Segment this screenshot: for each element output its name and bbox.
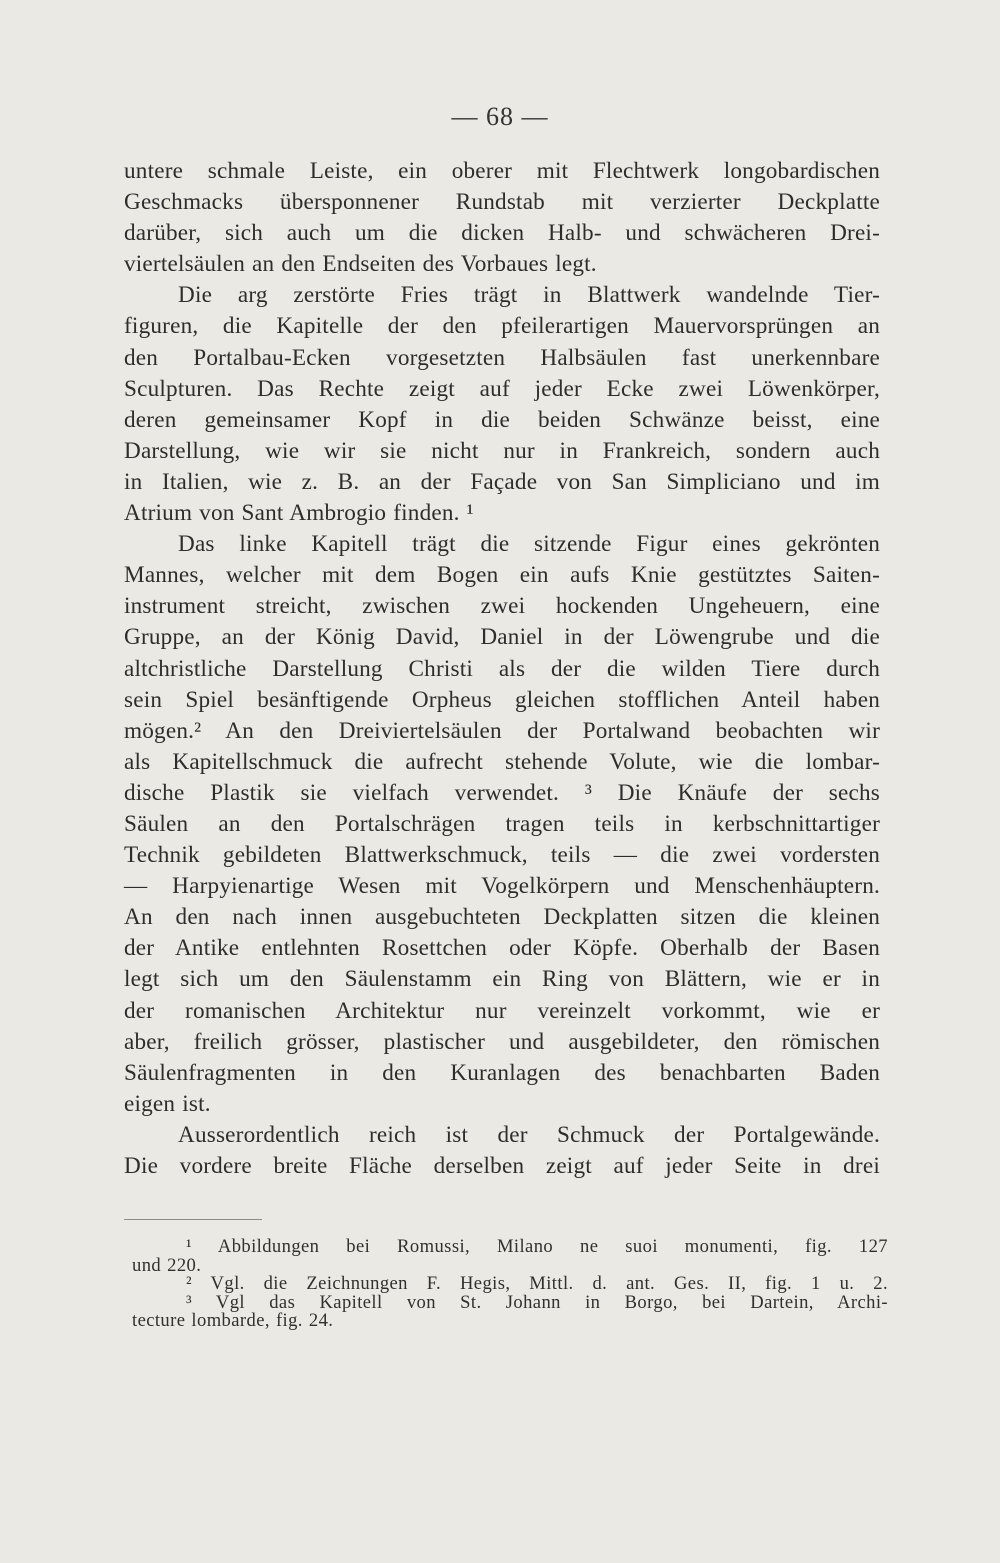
text-line: als Kapitellschmuck die aufrecht stehende Volute, wie die lombar- bbox=[124, 748, 880, 775]
text-line: eigen ist. bbox=[124, 1090, 211, 1117]
text-line: Säulen an den Portalschrägen tragen teils in kerbschnittartiger bbox=[124, 810, 880, 837]
text-line: legt sich um den Säulenstamm ein Ring von Blättern, wie er in bbox=[124, 966, 880, 993]
text-line: den Portalbau-Ecken vorgesetzten Halbsäulen fast unerkennbare bbox=[124, 344, 880, 371]
text-line: altchristliche Darstellung Christi als der die wilden Tiere durch bbox=[124, 655, 880, 682]
footnote-line: ¹ Abbildungen bei Romussi, Milano ne suoi monumenti, fig. 127 bbox=[186, 1236, 888, 1257]
text-line: mögen.² An den Dreiviertelsäulen der Portalwand beobachten wir bbox=[124, 717, 880, 744]
text-line: Technik gebildeten Blattwerkschmuck, teils — die zwei vordersten bbox=[124, 842, 880, 869]
footnote bbox=[132, 1238, 888, 1275]
text-line: Säulenfragmenten in den Kuranlagen des benachbarten Baden bbox=[124, 1059, 880, 1086]
footnote bbox=[132, 1291, 888, 1332]
body-text bbox=[124, 156, 880, 1182]
footnote-line: tecture lombarde, fig. 24. bbox=[132, 1310, 334, 1332]
paragraph bbox=[124, 1120, 880, 1182]
text-line: Die vordere breite Fläche derselben zeigt auf jeder Seite in drei bbox=[124, 1153, 880, 1179]
text-line: darüber, sich auch um die dicken Halb- und schwächeren Drei- bbox=[124, 220, 880, 247]
text-line: dische Plastik sie vielfach verwendet. ³ Die Knäufe der sechs bbox=[124, 779, 880, 806]
paragraph bbox=[124, 156, 880, 280]
text-line: Geschmacks übersponnener Rundstab mit verzierter Deckplatte bbox=[124, 189, 880, 216]
text-line: der romanischen Architektur nur vereinzelt vorkommt, wie er bbox=[124, 997, 880, 1024]
footnote-line: ² Vgl. die Zeichnungen F. Hegis, Mittl. d. ant. Ges. II, fig. 1 u. 2. bbox=[186, 1273, 888, 1295]
footnote-line: und 220. bbox=[132, 1254, 202, 1276]
text-line: Das linke Kapitell trägt die sitzende Figur eines gekrönten bbox=[178, 531, 880, 558]
text-line: in Italien, wie z. B. an der Façade von San Simpliciano und im bbox=[124, 468, 880, 495]
text-line: figuren, die Kapitelle der den pfeilerartigen Mauervorsprüngen an bbox=[124, 313, 880, 340]
text-line: Atrium von Sant Ambrogio finden. ¹ bbox=[124, 500, 474, 527]
text-line: Sculpturen. Das Rechte zeigt auf jeder Ecke zwei Löwenkörper, bbox=[124, 375, 880, 402]
text-line: der Antike entlehnten Rosettchen oder Köpfe. Oberhalb der Basen bbox=[124, 935, 880, 962]
footnote-divider bbox=[124, 1219, 262, 1220]
text-line: untere schmale Leiste, ein oberer mit Flechtwerk longobardischen bbox=[124, 158, 880, 184]
paragraph bbox=[124, 529, 880, 1120]
text-line: — Harpyienartige Wesen mit Vogelkörpern und Menschenhäuptern. bbox=[124, 873, 880, 900]
text-line: Mannes, welcher mit dem Bogen ein aufs Knie gestütztes Saiten- bbox=[124, 562, 880, 589]
footnote-line: ³ Vgl das Kapitell von St. Johann in Borgo, bei Dartein, Archi- bbox=[186, 1291, 888, 1313]
paragraph bbox=[124, 280, 880, 529]
text-line: An den nach innen ausgebuchteten Deckplatten sitzen die kleinen bbox=[124, 904, 880, 931]
text-line: deren gemeinsamer Kopf in die beiden Schwänze beisst, eine bbox=[124, 406, 880, 433]
text-line: Darstellung, wie wir sie nicht nur in Frankreich, sondern auch bbox=[124, 437, 880, 464]
text-line: instrument streicht, zwischen zwei hockenden Ungeheuern, eine bbox=[124, 593, 880, 620]
text-line: Gruppe, an der König David, Daniel in der Löwengrube und die bbox=[124, 624, 880, 651]
text-line: Die arg zerstörte Fries trägt in Blattwerk wandelnde Tier- bbox=[178, 282, 880, 309]
text-line: Ausserordentlich reich ist der Schmuck der Portalgewände. bbox=[178, 1121, 880, 1148]
footnotes bbox=[132, 1238, 888, 1331]
text-line: aber, freilich grösser, plastischer und ausgebildeter, den römischen bbox=[124, 1028, 880, 1055]
text-line: viertelsäulen an den Endseiten des Vorbaues legt. bbox=[124, 251, 597, 278]
page-number: — 68 — bbox=[451, 102, 549, 131]
footnote bbox=[132, 1275, 888, 1294]
text-line: sein Spiel besänftigende Orpheus gleichen stofflichen Anteil haben bbox=[124, 686, 880, 713]
